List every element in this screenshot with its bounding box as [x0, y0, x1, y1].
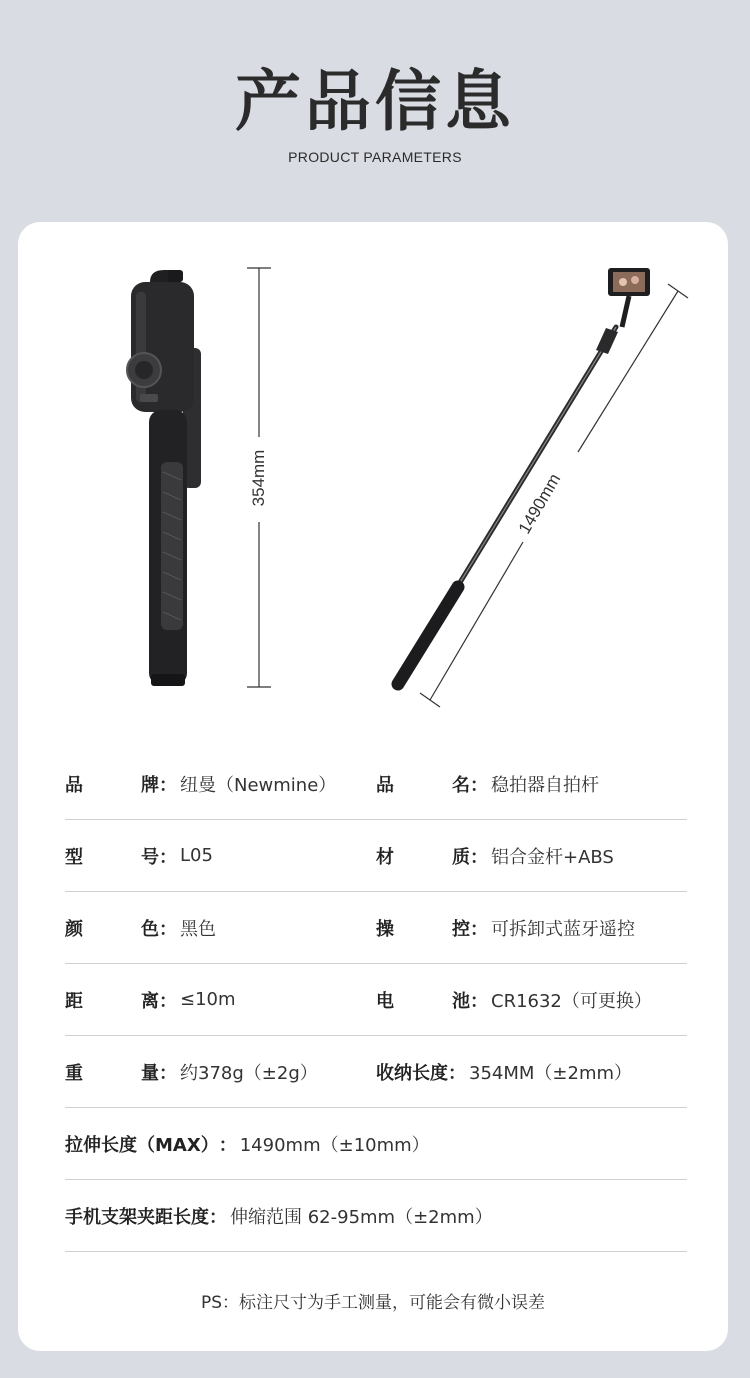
spec-value: 纽曼（Newmine）	[180, 774, 337, 796]
spec-item-battery: 电 池 ： CR1632（可更换）	[376, 987, 687, 1013]
spec-item-weight: 重 量 ： 约378g（±2g）	[65, 1059, 376, 1085]
spec-value: 可拆卸式蓝牙遥控	[491, 918, 635, 940]
spec-item-color: 颜 色 ： 黑色	[65, 915, 376, 941]
folded-stick-image	[18, 222, 728, 722]
spec-item-control: 操 控 ： 可拆卸式蓝牙遥控	[376, 915, 687, 941]
spec-value: 黑色	[180, 918, 216, 940]
spec-value: CR1632（可更换）	[491, 990, 652, 1012]
spec-row	[65, 892, 687, 964]
spec-value: ≤10m	[180, 989, 236, 1010]
spec-table	[65, 748, 687, 1252]
spec-item-brand: 品 牌 ： 纽曼（Newmine）	[65, 771, 376, 797]
spec-value: L05	[180, 845, 213, 866]
spec-row	[65, 748, 687, 820]
spec-item-name: 品 名 ： 稳拍器自拍杆	[376, 771, 687, 797]
spec-item-max-length: 拉伸长度（MAX） ： 1490mm（±10mm）	[65, 1131, 687, 1157]
page-title: 产品信息	[235, 63, 515, 140]
spec-value: 约378g（±2g）	[180, 1062, 318, 1084]
page-subtitle: PRODUCT PARAMETERS	[288, 149, 462, 165]
spec-row	[65, 820, 687, 892]
spec-value: 354MM（±2mm）	[469, 1062, 633, 1084]
spec-value: 1490mm（±10mm）	[239, 1134, 430, 1156]
folded-length-label: 354mm	[249, 449, 268, 507]
product-images	[18, 222, 728, 722]
spec-card	[18, 222, 728, 1351]
spec-row	[65, 1108, 687, 1180]
spec-item-clamp-range: 手机支架夹距长度 ： 伸缩范围 62-95mm（±2mm）	[65, 1203, 687, 1229]
spec-row	[65, 1180, 687, 1252]
spec-value: 稳拍器自拍杆	[491, 774, 599, 796]
spec-value: 伸缩范围 62-95mm（±2mm）	[230, 1206, 493, 1228]
spec-item-folded-length: 收纳长度 ： 354MM（±2mm）	[376, 1059, 687, 1085]
spec-item-model: 型 号 ： L05	[65, 845, 213, 868]
spec-value: 铝合金杆+ABS	[491, 846, 614, 868]
spec-row	[65, 1036, 687, 1108]
spec-item-material: 材 质 ： 铝合金杆+ABS	[376, 843, 687, 869]
spec-item-distance: 距 离 ： ≤10m	[65, 989, 236, 1012]
extended-length-label: 1490mm	[514, 470, 565, 538]
spec-row	[65, 964, 687, 1036]
measurement-note: PS：标注尺寸为手工测量，可能会有微小误差	[200, 1293, 546, 1313]
